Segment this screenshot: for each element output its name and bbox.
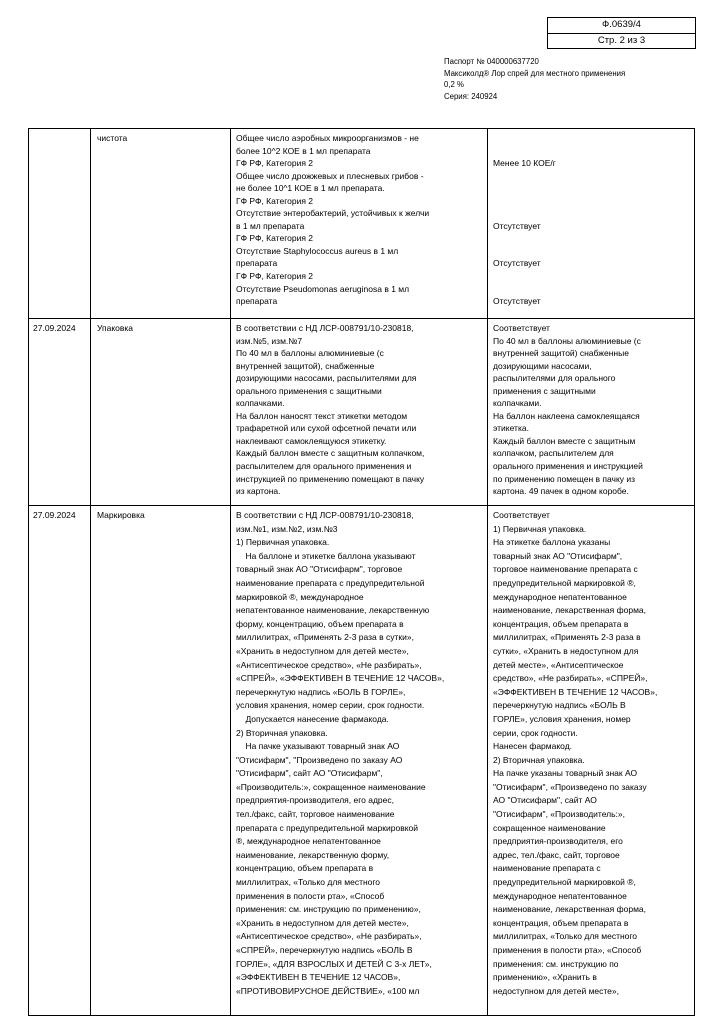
spec-line: наклеивают самоклеящуюся этикетку. (236, 435, 387, 446)
spec-line: На баллон наносят текст этикетки методом (236, 410, 408, 421)
product-name: Максиколд® Лор спрей для местного применения (444, 68, 626, 78)
result-line: колпачками. (493, 398, 542, 409)
spec-line: Отсутствие Pseudomonas aeruginosa в 1 мл (236, 283, 410, 294)
result-line: картона. 49 пачек в одном коробе. (493, 486, 629, 497)
spec-line: применения в полости рта», «Способ (236, 890, 385, 901)
spec-line: применения: см. инструкцию по применению», (236, 904, 421, 915)
spec-line: изм.№1, изм.№2, изм.№3 (236, 523, 338, 534)
result-line: серии, срок годности. (493, 727, 578, 738)
spec-line: изм.№5, изм.№7 (236, 335, 303, 346)
result-line: дозирующими насосами, (493, 360, 592, 371)
spec-line: ГОРЛЕ», «ДЛЯ ВЗРОСЛЫХ И ДЕТЕЙ С 3-х ЛЕТ», (236, 958, 432, 969)
result-line: наименование, лекарственная форма, (493, 904, 646, 915)
result-line: "Отисифарм", «Производитель:», (493, 809, 625, 820)
spec-line: препарата с предупредительной маркировкой (236, 822, 418, 833)
form-code-box (547, 17, 696, 49)
spec-line: В соответствии с НД ЛСР-008791/10-230818, (236, 510, 414, 520)
spec-line: тел./факс, сайт, торговое наименование (236, 809, 395, 820)
result-line (493, 182, 689, 195)
result-line: адрес, тел./факс, сайт, торговое (493, 849, 620, 860)
spec-line: распылителем для орального применения и (236, 461, 412, 472)
spec-cell (231, 506, 488, 1015)
spec-line: ГФ РФ, Категория 2 (236, 233, 314, 244)
spec-line: из картона. (236, 486, 281, 497)
spec-line: дозирующими насосами, распылителями для (236, 373, 417, 384)
param-cell: Упаковка (91, 319, 231, 505)
result-cell (488, 129, 694, 318)
spec-line: «ПРОТИВОВИРУСНОЕ ДЕЙСТВИЕ», «100 мл (236, 985, 420, 996)
result-line: ГОРЛЕ», условия хранения, номер (493, 713, 631, 724)
result-line: применению», «Хранить в (493, 972, 597, 983)
spec-line: Отсутствие Staphylococcus aureus в 1 мл (236, 245, 399, 256)
result-line: по применению помещен в пачку из (493, 473, 636, 484)
passport-number: Паспорт № 040000637720 (444, 57, 539, 66)
result-line: концентрация, объем препарата в (493, 917, 629, 928)
date-cell (29, 129, 91, 318)
result-line: На этикетке баллона указаны (493, 537, 611, 548)
spec-line: наименование препарата с предупредительной (236, 577, 425, 588)
result-line: предупредительной маркировкой ®, (493, 877, 636, 888)
spec-line: перечеркнутую надпись «БОЛЬ В ГОРЛЕ», (236, 686, 406, 697)
result-line: сутки», «Хранить в недоступном для (493, 645, 639, 656)
spec-line: ®, международное непатентованное (236, 836, 381, 847)
spec-line: в 1 мл препарата (236, 220, 305, 231)
result-cell (488, 319, 694, 505)
result-line: орального применения и инструкцией (493, 461, 643, 472)
result-line: распылителями для орального (493, 373, 616, 384)
spec-line: товарный знак АО "Отисифарм", торговое (236, 564, 403, 575)
result-line: предприятия-производителя, его (493, 836, 623, 847)
spec-line: На баллоне и этикетке баллона указывают (236, 550, 416, 561)
spec-line: «Антисептическое средство», «Не разбирать», (236, 931, 422, 942)
result-line (493, 195, 689, 208)
result-line (493, 170, 689, 183)
spec-line: «ЭФФЕКТИВЕН В ТЕЧЕНИЕ 12 ЧАСОВ», (236, 972, 401, 983)
spec-line: «Производитель:», сокращенное наименование (236, 781, 426, 792)
result-line: Каждый баллон вместе с защитным (493, 435, 636, 446)
result-line: концентрация, объем препарата в (493, 618, 629, 629)
page-number: Стр. 2 из 3 (548, 33, 695, 48)
result-line: детей месте», «Антисептическое (493, 659, 624, 670)
result-cell (488, 506, 694, 1015)
result-line: «ЭФФЕКТИВЕН В ТЕЧЕНИЕ 12 ЧАСОВ», (493, 686, 658, 697)
result-line: Менее 10 КОЕ/г (493, 158, 556, 169)
table-row (29, 319, 694, 506)
spec-line: Общее число дрожжевых и плесневых грибов - (236, 170, 424, 181)
result-line: По 40 мл в баллоны алюминиевые (с (493, 335, 641, 346)
spec-line: внутренней защитой), снабженные (236, 360, 375, 371)
result-line: 2) Вторичная упаковка. (493, 754, 585, 765)
result-line: применения с защитными (493, 385, 596, 396)
param-cell: Маркировка (91, 506, 231, 1015)
spec-line: «Хранить в недоступном для детей месте», (236, 645, 409, 656)
table-row (29, 506, 694, 1015)
spec-line: инструкцией по применению помещают в пачку (236, 473, 425, 484)
spec-line: миллилитрах, «Применять 2-3 раза в сутки», (236, 632, 414, 643)
param-cell: чистота (91, 129, 231, 318)
result-line (493, 232, 689, 245)
spec-line: предприятия-производителя, его адрес, (236, 795, 394, 806)
result-line: миллилитрах, «Применять 2-3 раза в (493, 632, 641, 643)
result-line (493, 245, 689, 258)
spec-line: наименование, лекарственную форму, (236, 849, 390, 860)
result-line: Соответствует (493, 510, 550, 520)
spec-cell (231, 129, 488, 318)
result-line: перечеркнутую надпись «БОЛЬ В (493, 700, 626, 711)
spec-line: Общее число аэробных микроорганизмов - не (236, 133, 419, 143)
date-cell: 27.09.2024 (29, 506, 91, 1015)
result-line (493, 270, 689, 283)
spec-line: маркировкой ®, международное (236, 591, 364, 602)
spec-line: «СПРЕЙ», «ЭФФЕКТИВЕН В ТЕЧЕНИЕ 12 ЧАСОВ», (236, 673, 445, 684)
spec-line: 1) Первичная упаковка. (236, 537, 330, 548)
spec-line: не более 10^1 КОЕ в 1 мл препарата. (236, 183, 385, 194)
result-line: На пачке указаны товарный знак АО (493, 768, 638, 779)
passport-header (444, 56, 625, 102)
spec-line: Отсутствие энтеробактерий, устойчивых к желчи (236, 208, 430, 219)
spec-line: «Антисептическое средство», «Не разбирать», (236, 659, 422, 670)
spec-line: ГФ РФ, Категория 2 (236, 195, 314, 206)
batch-number: Серия: 240924 (444, 91, 498, 101)
result-line (493, 132, 689, 145)
result-line: 1) Первичная упаковка. (493, 523, 587, 534)
result-line: Нанесен фармакод. (493, 741, 573, 752)
result-line: Отсутствует (493, 296, 541, 307)
spec-line: ГФ РФ, Категория 2 (236, 158, 314, 169)
result-line: сокращенное наименование (493, 822, 606, 833)
spec-line: колпачками. (236, 398, 285, 409)
spec-line: "Отисифарм", сайт АО "Отисифарм", (236, 768, 383, 779)
result-line: торговое наименование препарата с (493, 564, 638, 575)
spec-line: более 10^2 КОЕ в 1 мл препарата (236, 145, 371, 156)
spec-line: "Отисифарм", "Произведено по заказу АО (236, 754, 403, 765)
qc-table (28, 128, 695, 1016)
result-line: Отсутствует (493, 220, 541, 231)
result-line: Соответствует (493, 323, 550, 333)
result-line: применения: см. инструкцию по (493, 958, 619, 969)
result-line: внутренней защитой) снабженные (493, 348, 629, 359)
result-line: АО "Отисифарм", сайт АО (493, 795, 597, 806)
spec-line: орального применения с защитными (236, 385, 382, 396)
result-line: средство», «Не разбирать», «СПРЕЙ», (493, 673, 648, 684)
spec-cell (231, 319, 488, 505)
result-line: применения в полости рта», «Способ (493, 945, 642, 955)
spec-line: концентрацию, объем препарата в (236, 863, 374, 874)
spec-line: На пачке указывают товарный знак АО (236, 741, 400, 752)
spec-line: «Хранить в недоступном для детей месте», (236, 917, 409, 928)
result-line: наименование препарата с (493, 863, 601, 874)
result-line: колпачком, распылителем для (493, 448, 614, 459)
result-line: недоступном для детей месте», (493, 985, 619, 996)
date-cell: 27.09.2024 (29, 319, 91, 505)
result-line: предупредительной маркировкой ®, (493, 577, 636, 588)
spec-line: В соответствии с НД ЛСР-008791/10-230818, (236, 323, 414, 333)
result-line (493, 207, 689, 220)
spec-line: непатентованное наименование, лекарственную (236, 605, 430, 616)
spec-line: Допускается нанесение фармакода. (236, 713, 389, 724)
spec-line: форму, концентрацию, объем препарата в (236, 618, 404, 629)
result-line: международное непатентованное (493, 591, 627, 602)
spec-line: препарата (236, 258, 278, 269)
spec-line: препарата (236, 296, 278, 307)
spec-line: 2) Вторичная упаковка. (236, 727, 328, 738)
spec-line: ГФ РФ, Категория 2 (236, 271, 314, 282)
result-line: этикетка. (493, 423, 529, 434)
spec-line: По 40 мл в баллоны алюминиевые (с (236, 348, 384, 359)
result-line: "Отисифарм", «Произведено по заказу (493, 781, 647, 792)
table-row (29, 129, 694, 319)
result-line: миллилитрах, «Только для местного (493, 931, 638, 942)
spec-line: Каждый баллон вместе с защитным колпачком, (236, 448, 425, 459)
form-code: Ф.0639/4 (602, 19, 641, 30)
result-line: Отсутствует (493, 258, 541, 269)
spec-line: условия хранения, номер серии, срок годности. (236, 700, 425, 711)
product-strength: 0,2 % (444, 80, 464, 90)
result-line (493, 145, 689, 158)
spec-line: миллилитрах, «Только для местного (236, 877, 381, 888)
spec-line: «СПРЕЙ», перечеркнутую надпись «БОЛЬ В (236, 945, 413, 955)
result-line (493, 283, 689, 296)
result-line: международное непатентованное (493, 890, 627, 901)
result-line: товарный знак АО "Отисифарм", (493, 550, 623, 561)
spec-line: трафаретной или сухой офсетной печати или (236, 423, 417, 434)
result-line: На баллон наклеена самоклеящаяся (493, 410, 640, 421)
result-line: наименование, лекарственная форма, (493, 605, 646, 616)
